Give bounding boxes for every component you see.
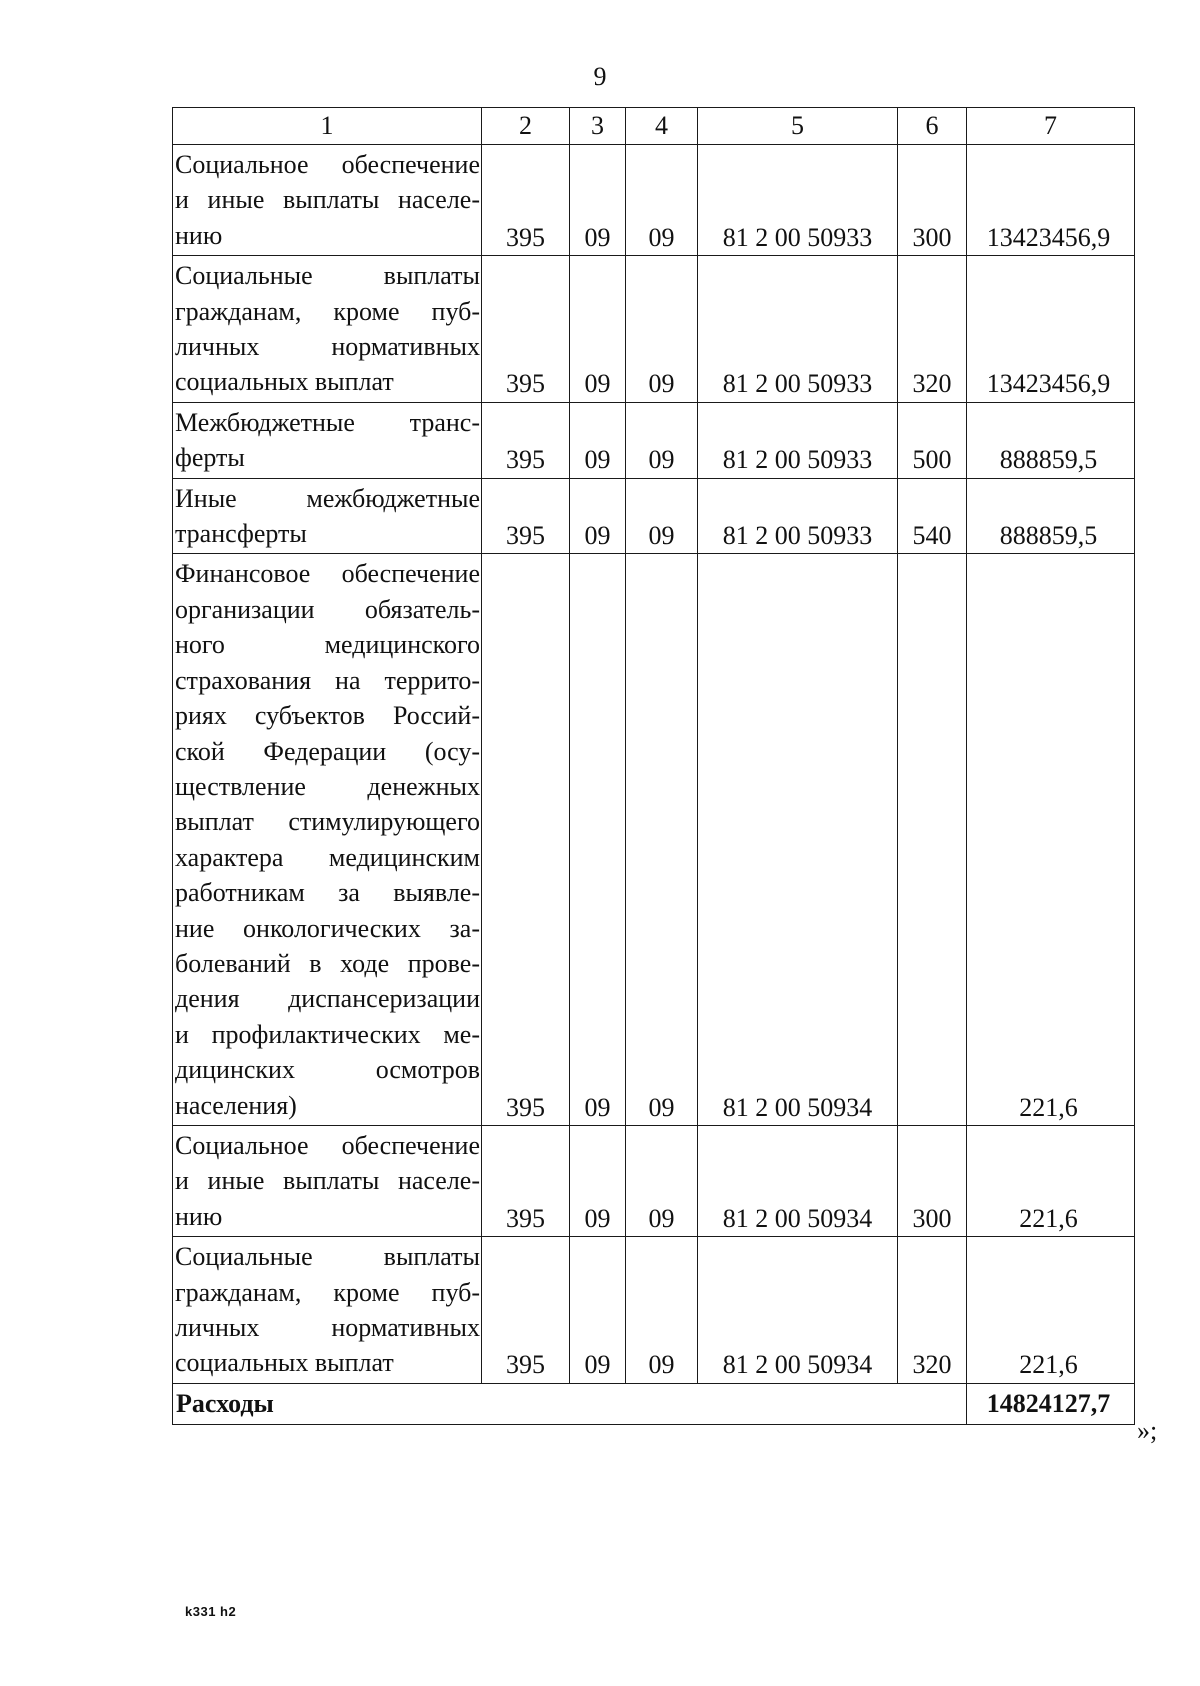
row-name-line: Социальное обеспечение (175, 150, 480, 179)
section-code-cell: 09 (570, 1125, 626, 1236)
row-name-line: Иные межбюджетные (175, 483, 480, 513)
row-name-line: социальных выплат (175, 1348, 394, 1378)
expense-type-code-cell: 320 (898, 1237, 967, 1384)
section-code-cell: 09 (570, 478, 626, 554)
ministry-code-cell: 395 (482, 256, 570, 403)
row-name-line: и иные выплаты населе- (175, 185, 480, 215)
amount-cell: 13423456,9 (967, 145, 1135, 256)
row-name-line: личных нормативных (175, 1313, 480, 1342)
document-code: k331 h2 (185, 1604, 237, 1619)
column-header: 7 (967, 108, 1135, 145)
ministry-code-cell: 395 (482, 145, 570, 256)
row-name-line: и профилактических ме- (175, 1019, 480, 1049)
amount-cell: 221,6 (967, 554, 1135, 1126)
expense-type-code-cell: 500 (898, 402, 967, 478)
expense-type-code-cell: 300 (898, 1125, 967, 1236)
row-name-line: трансферты (175, 519, 307, 549)
row-name-cell (173, 554, 482, 1126)
section-code-cell: 09 (570, 402, 626, 478)
column-header: 4 (626, 108, 698, 145)
row-name-line: организации обязатель- (175, 594, 480, 624)
row-name-line: характера медицинским (175, 842, 480, 872)
row-name-line: населения) (175, 1090, 297, 1120)
amount-cell: 221,6 (967, 1125, 1135, 1236)
total-value: 14824127,7 (967, 1383, 1135, 1424)
expense-type-code-cell: 540 (898, 478, 967, 554)
row-name-cell (173, 478, 482, 554)
row-name-line: Межбюджетные транс- (175, 407, 480, 437)
target-item-code-cell: 81 2 00 50934 (698, 554, 898, 1126)
total-label: Расходы (173, 1383, 967, 1424)
row-name-line: гражданам, кроме пуб- (175, 1277, 480, 1307)
row-name-line: личных нормативных (175, 332, 480, 362)
ministry-code-cell: 395 (482, 1125, 570, 1236)
amount-cell: 888859,5 (967, 478, 1135, 554)
row-name-line: риях субъектов Россий- (175, 701, 480, 731)
subsection-code-cell: 09 (626, 1125, 698, 1236)
row-name-line: нию (175, 1201, 223, 1231)
target-item-code-cell: 81 2 00 50934 (698, 1125, 898, 1236)
row-name-cell (173, 1125, 482, 1236)
section-code-cell: 09 (570, 256, 626, 403)
row-name-cell (173, 256, 482, 403)
table-row (173, 402, 1135, 478)
ministry-code-cell: 395 (482, 1237, 570, 1384)
subsection-code-cell: 09 (626, 256, 698, 403)
table-row (173, 478, 1135, 554)
table-header-row (173, 108, 1135, 145)
target-item-code-cell: 81 2 00 50933 (698, 402, 898, 478)
column-header: 3 (570, 108, 626, 145)
section-code-cell: 09 (570, 554, 626, 1126)
row-name-line: гражданам, кроме пуб- (175, 296, 480, 326)
row-name-line: ществление денежных (175, 771, 480, 801)
row-name-line: Социальное обеспечение (175, 1130, 480, 1160)
table-row (173, 1237, 1135, 1384)
row-name-line: нию (175, 220, 223, 250)
total-row (173, 1383, 1135, 1424)
table-row (173, 554, 1135, 1126)
column-header: 1 (173, 108, 482, 145)
ministry-code-cell: 395 (482, 478, 570, 554)
ministry-code-cell: 395 (482, 554, 570, 1126)
row-name-line: и иные выплаты населе- (175, 1166, 480, 1196)
subsection-code-cell: 09 (626, 1237, 698, 1384)
expense-type-code-cell: 300 (898, 145, 967, 256)
row-name-line: дицинских осмотров (175, 1055, 480, 1085)
target-item-code-cell: 81 2 00 50933 (698, 145, 898, 256)
subsection-code-cell: 09 (626, 554, 698, 1126)
amount-cell: 888859,5 (967, 402, 1135, 478)
row-name-line: болеваний в ходе прове- (175, 948, 480, 978)
page-number: 9 (593, 62, 607, 91)
row-name-line: ного медицинского (175, 630, 480, 660)
target-item-code-cell: 81 2 00 50934 (698, 1237, 898, 1384)
row-name-line: дения диспансеризации (175, 984, 480, 1014)
expense-type-code-cell: 320 (898, 256, 967, 403)
row-name-line: ние онкологических за- (175, 913, 480, 943)
row-name-cell (173, 402, 482, 478)
target-item-code-cell: 81 2 00 50933 (698, 478, 898, 554)
section-code-cell: 09 (570, 1237, 626, 1384)
table-row (173, 1125, 1135, 1236)
expense-type-code-cell (898, 554, 967, 1126)
row-name-line: выплат стимулирующего (175, 807, 480, 837)
column-header: 6 (898, 108, 967, 145)
row-name-line: ферты (175, 443, 245, 473)
target-item-code-cell: 81 2 00 50933 (698, 256, 898, 403)
column-header: 2 (482, 108, 570, 145)
budget-table (172, 107, 1135, 1425)
row-name-line: страхования на террито- (175, 665, 480, 695)
row-name-line: Социальные выплаты (175, 1242, 480, 1272)
amount-cell: 221,6 (967, 1237, 1135, 1384)
ministry-code-cell: 395 (482, 402, 570, 478)
row-name-line: ской Федерации (осу- (175, 736, 480, 766)
row-name-cell (173, 1237, 482, 1384)
subsection-code-cell: 09 (626, 402, 698, 478)
table-row (173, 145, 1135, 256)
row-name-line: Социальные выплаты (175, 261, 480, 291)
subsection-code-cell: 09 (626, 145, 698, 256)
subsection-code-cell: 09 (626, 478, 698, 554)
row-name-line: Финансовое обеспечение (175, 559, 480, 589)
row-name-cell (173, 145, 482, 256)
amount-cell: 13423456,9 (967, 256, 1135, 403)
column-header: 5 (698, 108, 898, 145)
closing-quote-mark: »; (1137, 1416, 1158, 1445)
section-code-cell: 09 (570, 145, 626, 256)
row-name-line: социальных выплат (175, 367, 394, 397)
row-name-line: работникам за выявле- (175, 878, 480, 908)
table-row (173, 256, 1135, 403)
